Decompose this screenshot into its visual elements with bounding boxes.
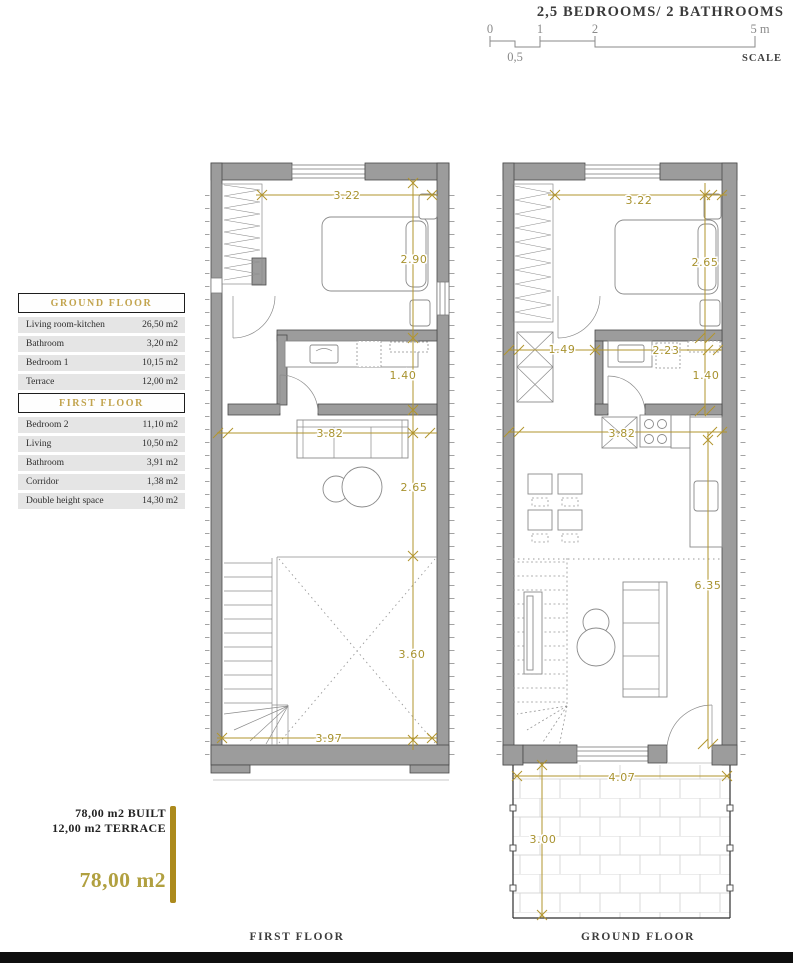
bedroom-door [558,296,600,338]
room-area: 11,10 m2 [142,420,178,430]
nightstand [700,300,720,326]
table-row [18,317,185,333]
room-label: Terrace [26,377,55,387]
stairs [224,558,288,745]
dim-label: 1.40 [389,369,417,382]
built-area: 78,00 m2 BUILT [75,806,166,820]
room-area: 10,15 m2 [142,358,178,368]
dim-label: 3.82 [316,427,344,440]
scale-tick-0: 0 [486,22,494,36]
room-label: Bathroom [26,339,64,349]
table-row [18,417,185,433]
wardrobe [704,194,721,219]
room-label: Living room-kitchen [26,320,105,330]
room-label: Bedroom 1 [26,358,69,368]
dining-set [528,474,582,542]
table-row [18,374,185,390]
room-area: 10,50 m2 [142,439,178,449]
table-row [18,355,185,371]
entrance-door [667,705,712,750]
bottom-bar [0,952,793,963]
dim-label: 3.82 [608,427,636,440]
scale-tick-1: 1 [536,22,544,36]
stove [640,415,671,447]
shelf [390,342,428,352]
scale-tick-05: 0,5 [507,50,523,64]
room-label: Double height space [26,496,104,506]
ground-floor-plan [495,150,793,935]
bathroom-fixtures [285,341,428,367]
table-row [18,474,185,490]
total-area: 78,00 m2 [79,868,166,892]
sofa [297,420,408,458]
room-area: 26,50 m2 [142,320,178,330]
table-row [18,455,185,471]
area-table [18,293,185,512]
room-area: 1,38 m2 [146,477,178,487]
dim-label: 3.22 [333,189,361,202]
accent-bar [170,806,176,903]
room-area: 3,91 m2 [146,458,178,468]
terrace-area: 12,00 m2 TERRACE [52,821,166,835]
ground-floor-label: GROUND FLOOR [580,931,696,943]
dim-label: 2.65 [691,256,719,269]
bathroom-door [608,376,645,413]
stairs-dashed [513,558,567,747]
scale-tick-5: 5 m [750,22,770,36]
sofa [623,582,667,697]
dim-label: 2.65 [400,481,428,494]
first-floor-label: FIRST FLOOR [249,931,345,943]
room-label: Bedroom 2 [26,420,69,430]
dim-label: 1.49 [548,343,576,356]
scale-steps [490,41,755,47]
table-row [18,493,185,509]
bedroom-door [233,296,275,338]
room-area: 3,20 m2 [146,339,178,349]
table-row [18,336,185,352]
room-area: 12,00 m2 [142,377,178,387]
dim-label: 3.97 [315,732,343,745]
coffee-table [342,467,382,507]
page-title: 2,5 BEDROOMS/ 2 BATHROOMS [536,4,784,20]
scale-tick-2: 2 [591,22,599,36]
dim-label: 4.07 [608,771,636,784]
table-section-title: GROUND FLOOR [18,293,185,313]
room-label: Bathroom [26,458,64,468]
dim-label: 3.22 [625,194,653,207]
coffee-table [577,628,615,666]
table-row [18,436,185,452]
scale-label: SCALE [741,53,782,64]
first-floor-plan [205,150,455,785]
dim-label: 3.00 [529,833,557,846]
table-section-title: FIRST FLOOR [18,393,185,413]
room-area: 14,30 m2 [142,496,178,506]
dim-label: 2.23 [652,344,680,357]
room-label: Corridor [26,477,59,487]
dim-label: 2.90 [400,253,428,266]
scale-bar [480,22,792,66]
dim-label: 3.60 [398,648,426,661]
area-summary [20,806,166,893]
dim-label: 6.35 [694,579,722,592]
room-label: Living [26,439,52,449]
scale-ticks [490,36,755,47]
toilet [357,341,381,367]
stairs-upper-hatch [513,184,553,322]
dim-label: 1.40 [692,369,720,382]
